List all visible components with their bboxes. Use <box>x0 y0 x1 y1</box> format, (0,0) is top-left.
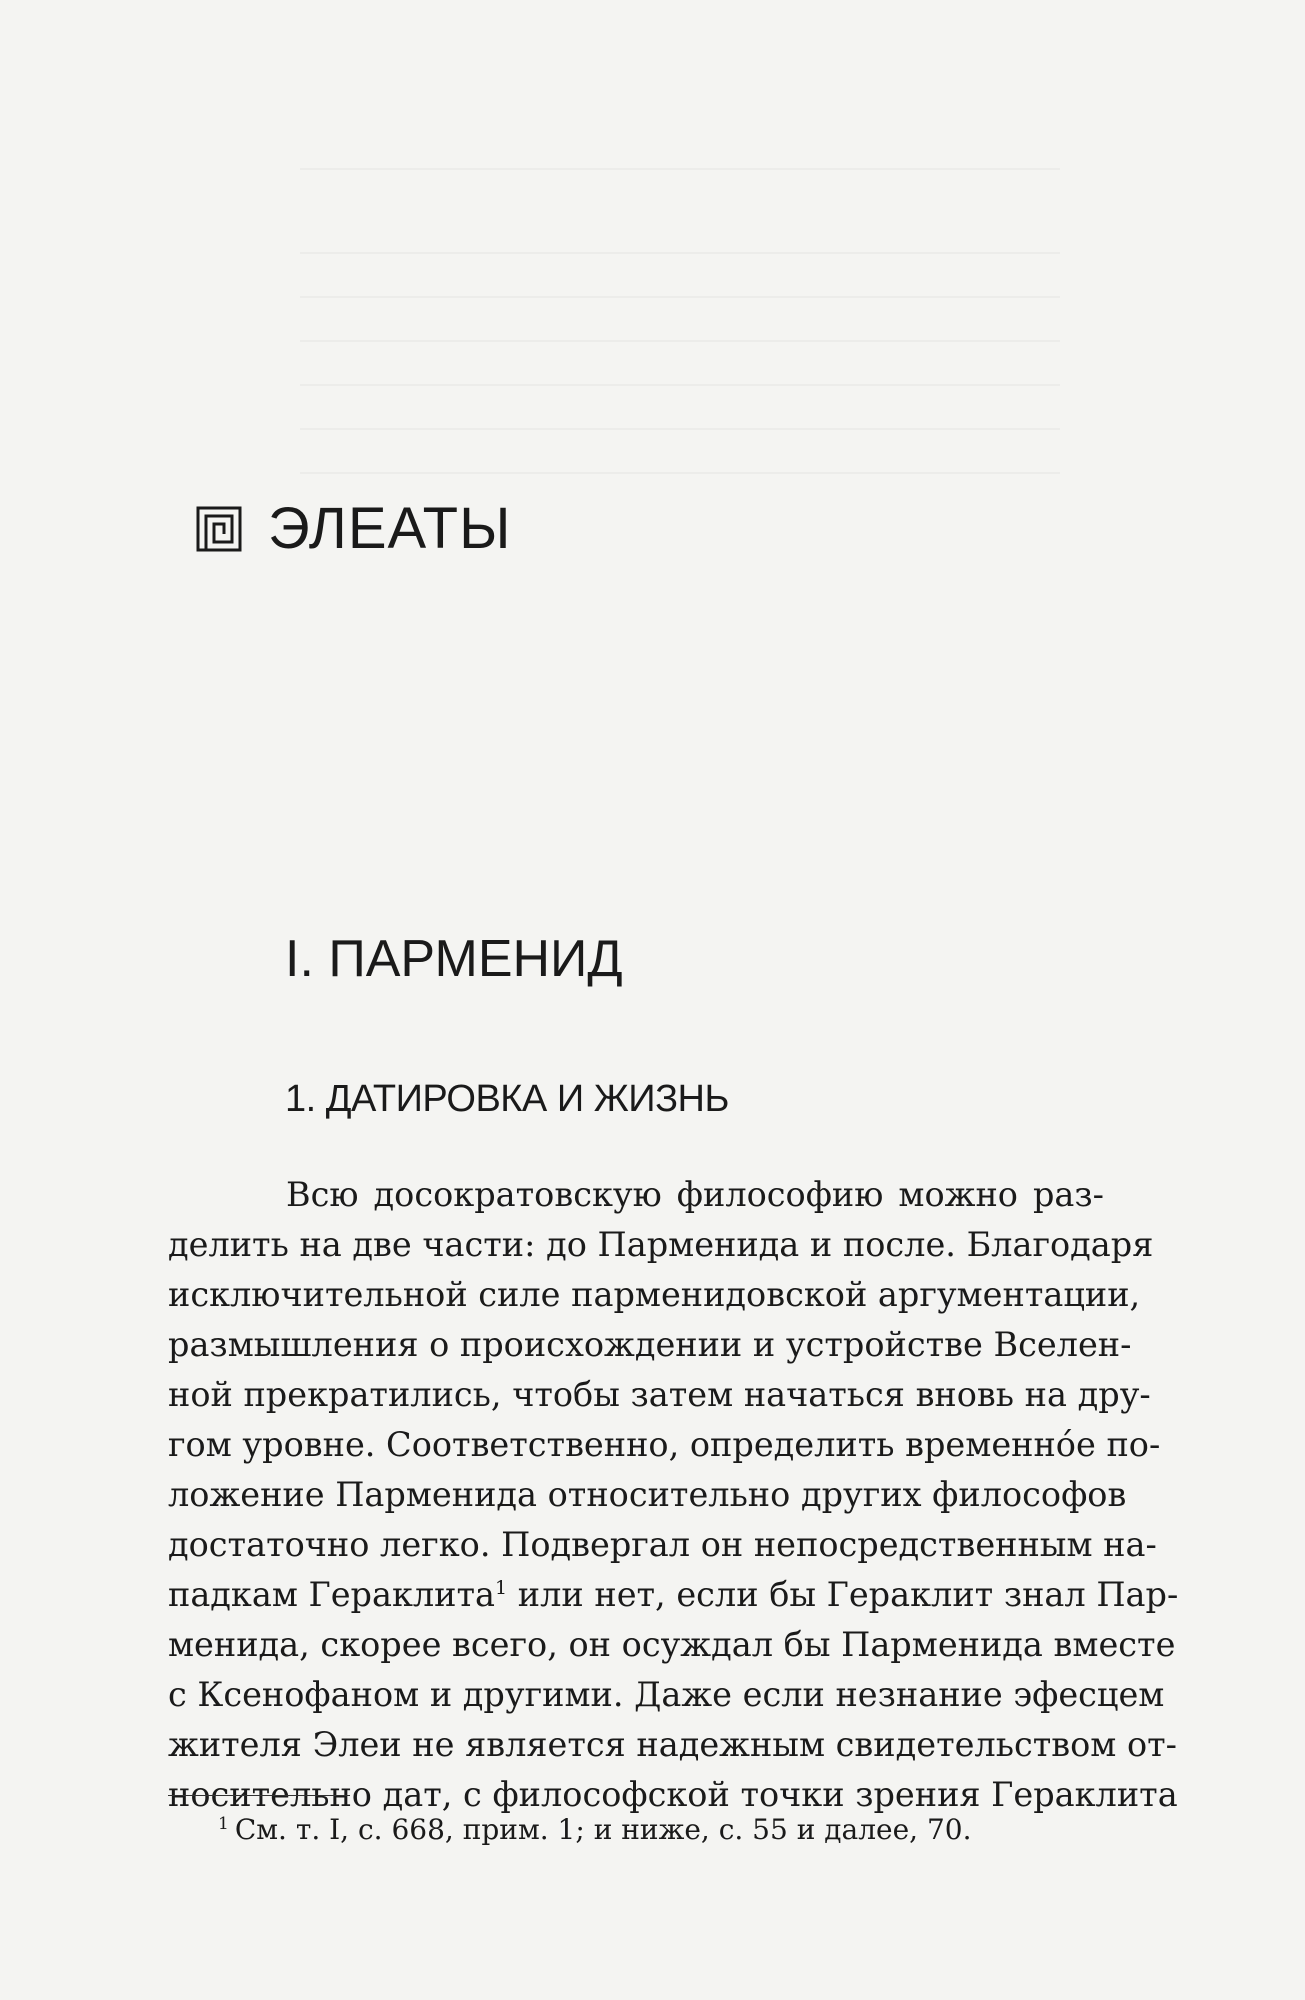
text-line: жителя Элеи не является надежным свидетельством от- <box>168 1725 1177 1764</box>
text-line: носительно дат, с философской точки зрения Гераклита <box>168 1775 1178 1814</box>
section-heading <box>196 496 512 561</box>
bleed-through <box>300 428 1060 430</box>
bleed-through <box>300 472 1060 474</box>
text-line <box>168 1570 1179 1620</box>
text-line: с Ксенофаном и другими. Даже если незнание эфесцем <box>168 1675 1165 1714</box>
text-line: исключительной силе парменидовской аргументации, <box>168 1275 1141 1314</box>
text-line: Всю досократовскую философию можно раз- <box>286 1175 1104 1214</box>
text-fragment: или нет, если бы Гераклит знал Пар- <box>517 1575 1179 1614</box>
footnote-marker: 1 <box>218 1814 229 1834</box>
subsection-title: 1. ДАТИРОВКА И ЖИЗНЬ <box>285 1078 729 1120</box>
text-fragment: падкам Гераклита <box>168 1575 496 1614</box>
section-title: ЭЛЕАТЫ <box>268 496 512 561</box>
bleed-through <box>300 252 1060 254</box>
body-paragraph <box>168 1170 1179 1820</box>
footnote-divider <box>168 1795 350 1796</box>
bleed-through <box>300 384 1060 386</box>
chapter-title: I. ПАРМЕНИД <box>285 930 623 988</box>
text-line: ной прекратились, чтобы затем начаться вновь на дру- <box>168 1375 1151 1414</box>
text-line: достаточно легко. Подвергал он непосредственным на- <box>168 1525 1157 1564</box>
bleed-through <box>300 296 1060 298</box>
greek-meander-icon <box>196 506 242 552</box>
bleed-through <box>300 168 1060 170</box>
text-line: менида, скорее всего, он осуждал бы Парменида вместе <box>168 1625 1176 1664</box>
footnote-reference[interactable]: 1 <box>495 1577 508 1599</box>
text-line: гом уровне. Соответственно, определить временнóе по- <box>168 1425 1161 1464</box>
text-line: размышления о происхождении и устройстве Вселен- <box>168 1325 1132 1364</box>
text-line: делить на две части: до Парменида и после. Благодаря <box>168 1225 1154 1264</box>
footnote-text: См. т. I, с. 668, прим. 1; и ниже, с. 55 и далее, 70. <box>234 1813 972 1846</box>
bleed-through <box>300 340 1060 342</box>
text-line: ложение Парменида относительно других философов <box>168 1475 1127 1514</box>
footnote <box>218 1810 971 1850</box>
